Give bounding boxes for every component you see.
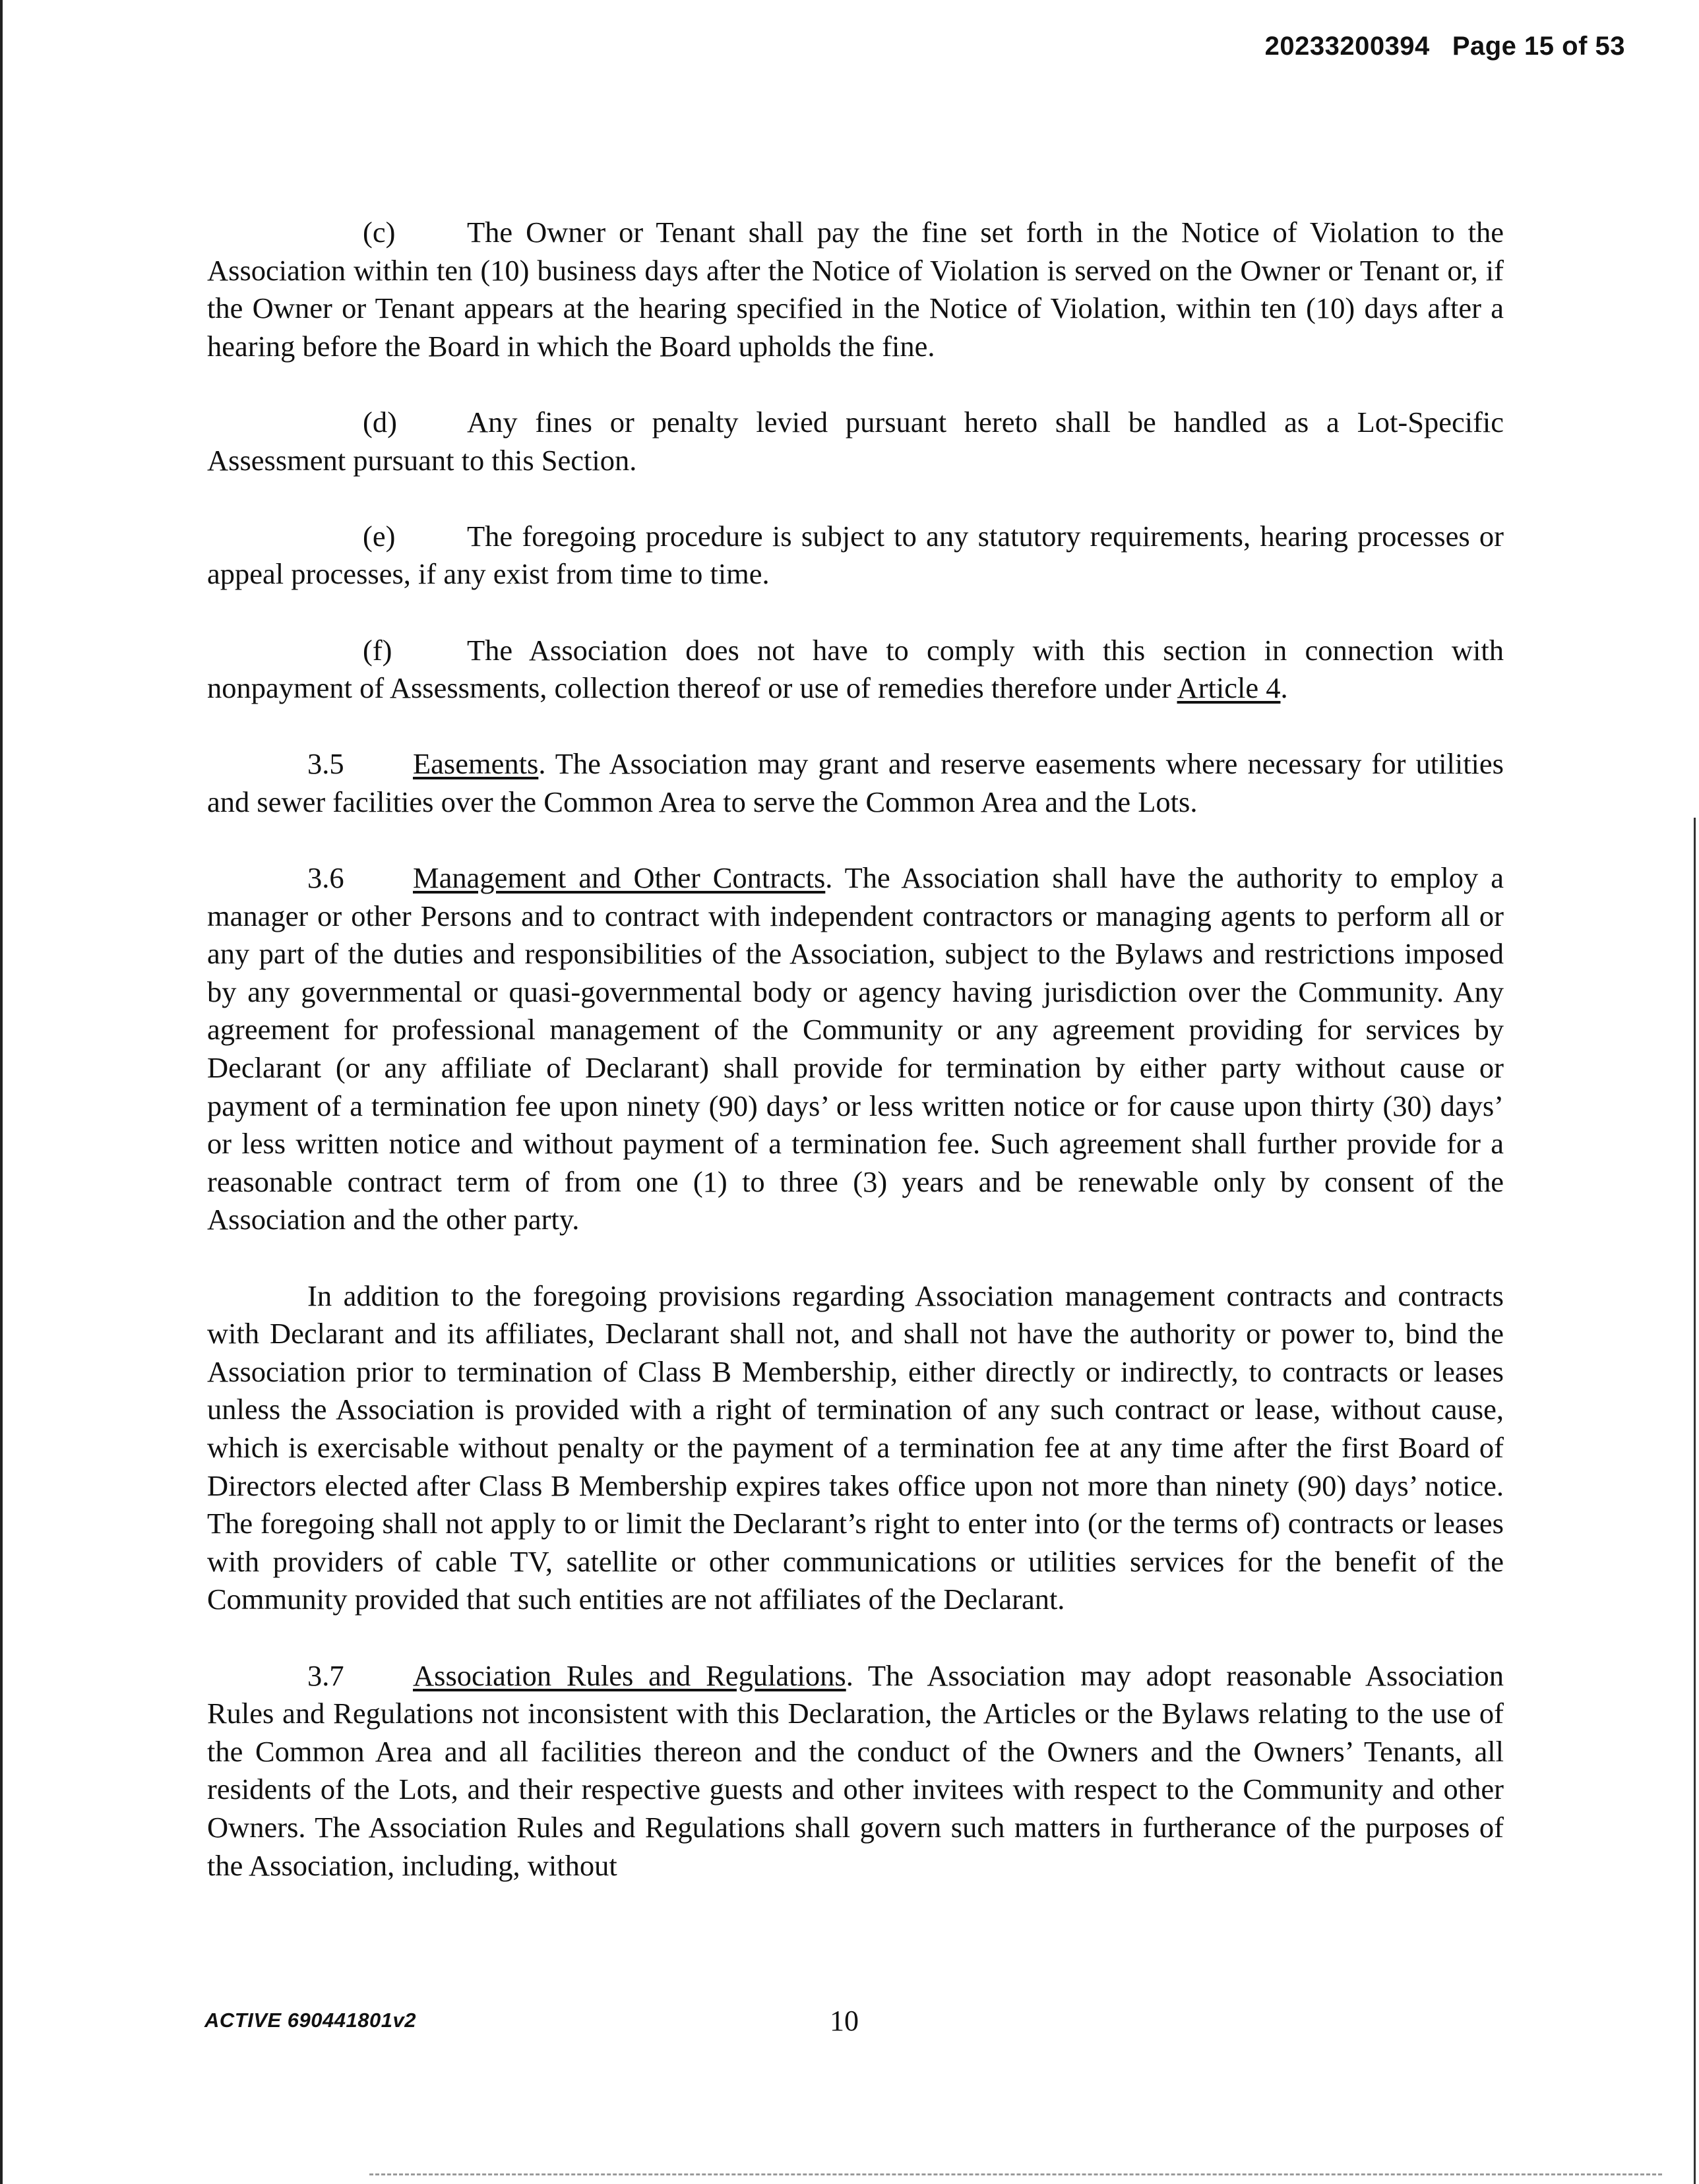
scan-edge-right bbox=[1694, 818, 1696, 2184]
section-3-5 bbox=[207, 745, 1504, 821]
paragraph-text: The foregoing procedure is subject to any statutory requirements, hearing processes or appeal processes, if any exist from time to time. bbox=[207, 519, 1504, 591]
paragraph-f bbox=[207, 632, 1504, 708]
paragraph-text: In addition to the foregoing provisions regarding Association management contracts and contracts with Declarant and its affiliates, Declarant shall not, and shall not have the authority or power to, bind the Association prior to termination of Class B Membership, either directly or indirectly, to contracts or leases unless the Association is provided with a right of termination of any such contract or lease, without cause, which is exercisable without penalty or the payment of a termination fee at any time after the first Board of Directors elected after Class B Membership expires takes office upon not more than ninety (90) days’ notice. The foregoing shall not apply to or limit the Declarant’s right to enter into (or the terms of) contracts or leases with providers of cable TV, satellite or other communications or utilities services for the benefit of the Community provided that such entities are not affiliates of the Declarant. bbox=[207, 1279, 1504, 1616]
paragraph-text: Any fines or penalty levied pursuant hereto shall be handled as a Lot-Specific Assessment pursuant to this Section. bbox=[207, 405, 1504, 477]
paragraph-text: The Owner or Tenant shall pay the fine set forth in the Notice of Violation to the Association within ten (10) business days after the Notice of Violation is served on the Owner or Tenant or, if the Owner or Tenant appears at the hearing specified in the Notice of Violation, within ten (10) days after a hearing before the Board in which the Board upholds the fine. bbox=[207, 216, 1504, 363]
section-title: Easements bbox=[413, 747, 539, 781]
paragraph-e bbox=[207, 518, 1504, 593]
section-text: . The Association may grant and reserve easements where necessary for utilities and sewer facilities over the Common Area to serve the Common Area and the Lots. bbox=[207, 747, 1504, 818]
paragraph-text: The Association does not have to comply with this section in connection with nonpayment of Assessments, collection thereof or use of remedies therefore under bbox=[207, 633, 1504, 705]
section-3-7 bbox=[207, 1657, 1504, 1885]
section-text: . The Association shall have the authority to employ a manager or other Persons and to contract with independent contractors or managing agents to perform all or any part of the duties and responsibilities of the Association, subject to the Bylaws and restrictions imposed by any governmental or quasi-governmental body or agency having jurisdiction over the Community. Any agreement for professional management of the Community or any agreement providing for services by Declarant (or any affiliate of Declarant) shall provide for termination by either party without cause or payment of a termination fee upon ninety (90) days’ or less written notice or for cause upon thirty (30) days’ or less written notice and without payment of a termination fee. Such agreement shall further provide for a reasonable contract term of from one (1) to three (3) years and be renewable only by consent of the Association and the other party. bbox=[207, 861, 1504, 1236]
section-title: Management and Other Contracts bbox=[413, 861, 826, 895]
section-number: 3.5 bbox=[307, 747, 344, 781]
document-number: 20233200394 bbox=[1264, 32, 1430, 61]
section-number: 3.7 bbox=[307, 1658, 344, 1692]
recording-stamp bbox=[1265, 32, 1625, 61]
article-4-reference: Article 4 bbox=[1177, 671, 1281, 705]
scan-edge-bottom bbox=[369, 2173, 1662, 2175]
page-indicator: Page 15 of 53 bbox=[1452, 32, 1625, 61]
section-number: 3.6 bbox=[307, 861, 344, 895]
document-body bbox=[207, 214, 1504, 1885]
document-id: ACTIVE 690441801v2 bbox=[204, 2009, 416, 2032]
section-3-6 bbox=[207, 859, 1504, 1239]
paragraph-c bbox=[207, 214, 1504, 365]
scan-edge-left bbox=[0, 0, 3, 2184]
section-text: . The Association may adopt reasonable Association Rules and Regulations not inconsistent with this Declaration, the Articles or the Bylaws relating to the use of the Common Area and all facilities thereon and the conduct of the Owners and the Owners’ Tenants, all residents of the Lots, and their respective guests and other invitees with respect to the Community and other Owners. The Association Rules and Regulations shall govern such matters in furtherance of the purposes of the Association, including, without bbox=[207, 1658, 1504, 1882]
paragraph-addition bbox=[207, 1277, 1504, 1619]
paragraph-label: (c) bbox=[363, 216, 396, 249]
section-title: Association Rules and Regulations bbox=[413, 1658, 846, 1692]
page-number: 10 bbox=[830, 2005, 859, 2037]
paragraph-d bbox=[207, 404, 1504, 479]
paragraph-label: (f) bbox=[363, 633, 392, 667]
paragraph-text-end: . bbox=[1280, 671, 1288, 705]
paragraph-label: (d) bbox=[363, 405, 397, 439]
paragraph-label: (e) bbox=[363, 519, 396, 553]
